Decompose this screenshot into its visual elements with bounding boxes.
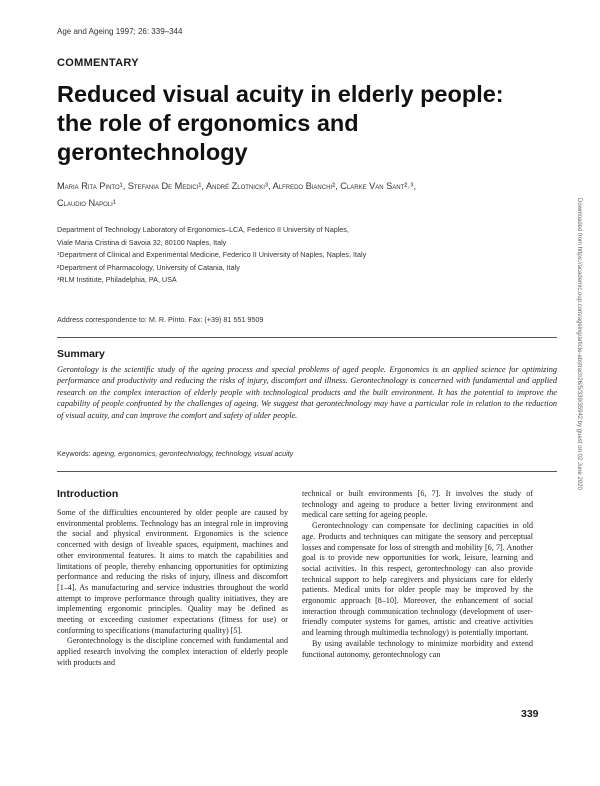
author-line: Claudio Napoli¹ bbox=[57, 198, 116, 208]
title-line: the role of ergonomics and bbox=[57, 110, 359, 136]
section-label: COMMENTARY bbox=[57, 57, 139, 69]
paragraph: Gerontechnology can compensate for declining capacities in old age. Products and techniques can mitigate the sensory and perceptual losses and compensate for loss of strength and mobility [6, 7]. Another goal is to provide new opportunities for work, leisure, learning and social activities. In this respect, gerontechnology can also provide technical support to help caregivers and physicians care for elderly patients. Medical units for older people may be improved by the ergonomic approach [8–10]. Moreover, the enhancement of social interaction through communication technology (development of user-friendly computer systems for games, artistic and creative activities and learning through multimedia technology) is potentially important. bbox=[302, 521, 533, 638]
paragraph: By using available technology to minimize morbidity and extend functional autonomy, gerontechnology can bbox=[302, 638, 533, 659]
section-divider bbox=[57, 471, 557, 472]
affiliation-line: Viale Maria Cristina di Savoia 32, 80100 Naples, Italy bbox=[57, 237, 227, 247]
affiliations bbox=[57, 224, 557, 287]
keywords-label: Keywords: bbox=[57, 449, 91, 458]
right-column bbox=[302, 489, 533, 660]
paragraph: Some of the difficulties encountered by older people are caused by environmental problems. Technology has an integral role in improving the social and physical environment. Ergonomics is the science concerned with design of liveable spaces, equipment, machines and other environmental features. It aims to match the capabilities and limitations of people, thereby enhancing opportunities for optimizing performance and reducing the risks of injury, illness and discomfort [1–4]. As manufacturing and service industries throughout the world attempt to improve performance through quality initiatives, they are implementing ergonomic principles. Quality may be defined as meeting or exceeding customer expectations (fitness for use) or conforming to specifications (manufacturing quality) [5]. bbox=[57, 508, 288, 635]
title-line: Reduced visual acuity in elderly people: bbox=[57, 81, 504, 107]
introduction-heading: Introduction bbox=[57, 488, 119, 500]
section-divider bbox=[57, 337, 557, 338]
keywords-values: ageing, ergonomics, gerontechnology, technology, visual acuity bbox=[92, 449, 294, 458]
title-line: gerontechnology bbox=[57, 139, 248, 165]
article-title bbox=[57, 80, 557, 167]
journal-reference: Age and Ageing 1997; 26: 339–344 bbox=[57, 27, 183, 36]
paragraph: technical or built environments [6, 7]. It involves the study of technology and ageing to produce a better living environment and medical care setting for ageing people. bbox=[302, 489, 533, 520]
paragraph: Gerontechnology is the discipline concerned with fundamental and applied research involving the complex interaction of elderly people with products and bbox=[57, 636, 288, 667]
affiliation-line: ²Department of Pharmacology, University of Catania, Italy bbox=[57, 262, 240, 272]
download-watermark: Downloaded from https://academic.oup.com/ageing/article-abstract/26/5/339/35942 by guest on 02 June 2020 bbox=[576, 198, 582, 490]
correspondence-address: Address correspondence to: M. R. Pinto. Fax: (+39) 81 551 9509 bbox=[57, 315, 264, 324]
affiliation-line: Department of Technology Laboratory of Ergonomics–LCA, Federico II University of Naples, bbox=[57, 225, 349, 234]
keywords bbox=[57, 449, 557, 458]
page-number: 339 bbox=[521, 708, 539, 720]
left-column bbox=[57, 508, 288, 669]
summary-text: Gerontology is the scientific study of the ageing process and special problems of aged people. Ergonomics is an applied science for optimizing performance and productivity and reducing the risks of injury, discomfort and illness. Gerontechnology is concerned with fundamental and applied research on the complex interaction of elderly people with technological products and the built environment. It has the potential to improve the capability of people confronted by the challenges of ageing. We suggest that gerontechnology may have a particular role in relation to the reduction of visual acuity, and can improve the comfort and safety of older people. bbox=[57, 365, 557, 420]
affiliation-line: ³RLM Institute, Philadelphia, PA, USA bbox=[57, 275, 177, 285]
affiliation-line: ¹Department of Clinical and Experimental Medicine, Federico II University of Naples, Naples, Italy bbox=[57, 250, 367, 260]
author-line: Maria Rita Pinto¹, Stefania De Medici¹, André Zlotnicki³, Alfredo Bianchi², Clarke Van Sant²˒³, bbox=[57, 181, 416, 191]
summary-heading: Summary bbox=[57, 348, 105, 360]
author-list bbox=[57, 178, 557, 212]
